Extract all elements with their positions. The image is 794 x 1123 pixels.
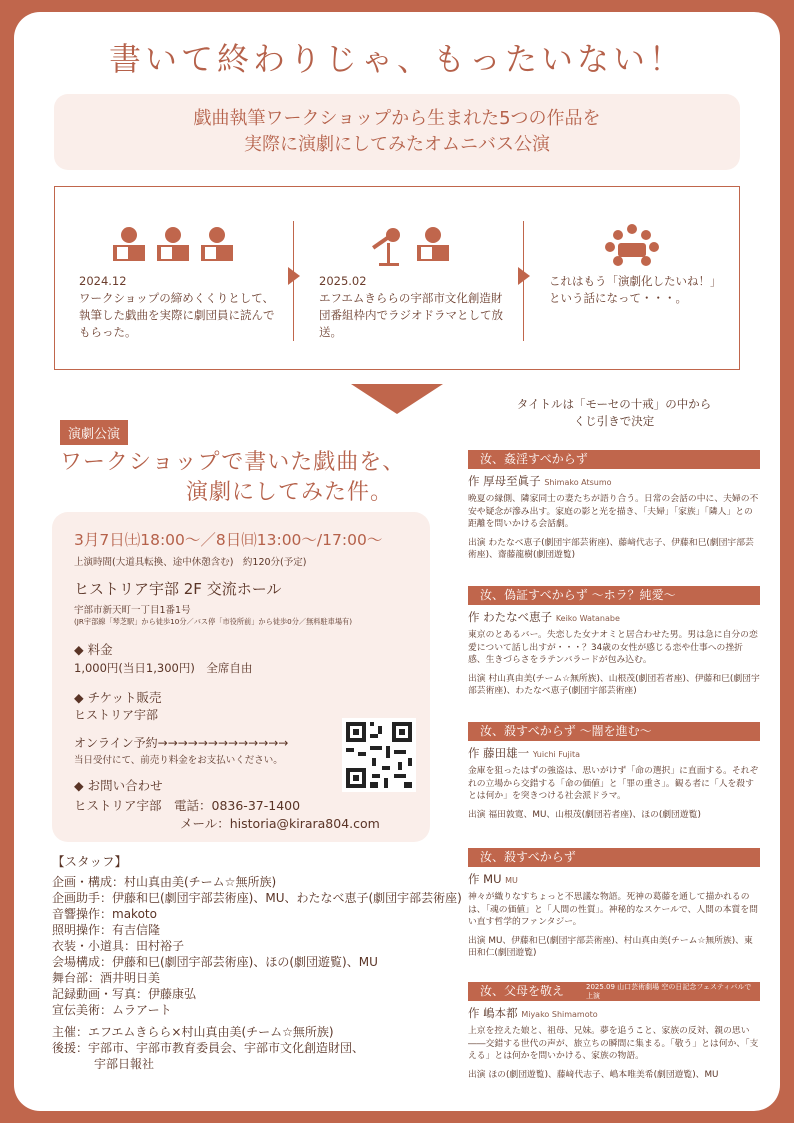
author-name: 作 わたなべ恵子 — [468, 610, 553, 624]
play-title-text: 汝、父母を敬え — [480, 984, 565, 998]
supporters: 後援：宇部市、宇部市教育委員会、宇部市文化創造財団、 — [52, 1041, 365, 1055]
online-reservation-link[interactable]: オンライン予約→→→→→→→→→→→→→ — [74, 736, 289, 750]
contact-phone: ヒストリア宇部 電話：0836-37-1400 — [74, 798, 301, 813]
story-date: 2024.12 — [79, 274, 127, 288]
story-text: エフエムきららの宇部市文化創造財団番組枠内でラジオドラマとして放送。 — [319, 291, 503, 339]
play-cast: 出演 MU、伊藤和巳(劇団宇部芸術座)、村山真由美(チーム☆無所族)、東田和仁(劇団遊覧) — [468, 935, 753, 958]
author-name: 作 嶋本都 — [468, 1006, 518, 1020]
staff-row: 宣伝美術：ムラアート — [52, 1003, 172, 1017]
headline-line: ワークショップで書いた戯曲を、 — [60, 450, 406, 475]
staff-row: 舞台部：酒井明日美 — [52, 971, 161, 985]
qr-code-icon[interactable] — [342, 718, 416, 792]
subtitle-line: 実際に演劇にしてみたオムニバス公演 — [244, 134, 550, 155]
organizer: 主催：エフエムきらら×村山真由美(チーム☆無所族) — [52, 1025, 334, 1039]
author-romaji: Yuichi Fujita — [532, 750, 581, 759]
ticket-place: ヒストリア宇部 — [74, 708, 159, 722]
onsite-note: 当日受付にて、前売り料金をお支払いください。 — [74, 755, 283, 766]
play-title: 汝、偽証すべからず 〜ホラ？純愛〜 — [468, 586, 760, 605]
venue-name: ヒストリア宇部 2F 交流ホール — [74, 580, 282, 598]
venue-address: 宇部市新天町一丁目1番1号 — [74, 605, 191, 616]
play-author — [468, 609, 760, 625]
play-card — [468, 586, 760, 698]
down-arrow — [351, 384, 443, 414]
story-step-1 — [55, 187, 293, 367]
staff-row: 衣装・小道具：田村裕子 — [52, 939, 185, 953]
fee-label: ◆ 料金 — [74, 642, 113, 657]
play-title — [468, 982, 760, 1001]
subtitle-line: 戯曲執筆ワークショップから生まれた5つの作品を — [193, 108, 601, 129]
play-title: 汝、殺すべからず 〜闇を進む〜 — [468, 722, 760, 741]
flyer-sheet — [14, 12, 780, 1111]
note-line: くじ引きで決定 — [573, 414, 655, 428]
staff-heading: 【スタッフ】 — [52, 854, 128, 869]
contact-email[interactable]: メール：historia@kirara804.com — [180, 816, 380, 831]
microphone-icon — [295, 223, 523, 267]
play-card — [468, 722, 760, 821]
story-date: 2025.02 — [319, 274, 367, 288]
play-cast: 出演 ほの(劇団遊覧)、藤﨑代志子、嶋本唯美希(劇団遊覧)、MU — [468, 1069, 719, 1080]
headline — [60, 448, 440, 508]
play-author — [468, 745, 760, 761]
story-text: これはもう「演劇化したいね！」という話になって・・・。 — [549, 274, 722, 305]
supporters-cont: 宇部日報社 — [94, 1057, 155, 1071]
play-cast: 出演 わたなべ恵子(劇団宇部芸術座)、藤﨑代志子、伊藤和巳(劇団宇部芸術座)、齋藤龍樹(劇団遊覧) — [468, 537, 754, 560]
story-step-2 — [295, 187, 523, 367]
play-title: 汝、殺すべからず — [468, 848, 760, 867]
staff-row: 企画助手：伊藤和巳(劇団宇部芸術座)、MU、わたなべ恵子(劇団宇部芸術座) — [52, 891, 462, 905]
author-romaji: Shimako Atsumo — [544, 478, 612, 487]
event-runtime: 上演時間(大道具転換、途中休憩含む) 約120分(予定) — [74, 557, 307, 568]
staff-row: 会場構成：伊藤和巳(劇団宇部芸術座)、ほの(劇団遊覧)、MU — [52, 955, 378, 969]
author-name: 作 藤田雄一 — [468, 746, 530, 760]
plays-column — [468, 396, 760, 1080]
story-text: ワークショップの締めくくりとして、執筆した戯曲を実際に劇団員に読んでもらった。 — [79, 291, 275, 339]
staff-row: 照明操作：有吉信隆 — [52, 923, 161, 937]
page-title: 書いて終わりじゃ、もったいない！ — [108, 40, 685, 78]
meeting-icon — [525, 223, 739, 267]
note-line: タイトルは「モーセの十戒」の中から — [516, 397, 712, 411]
play-author — [468, 473, 760, 489]
play-description: 東京のとあるバー。失恋した女ナオミと居合わせた男。男は急に自分の恋愛について話し出すが・・・？34歳の女性が感じる恋や仕事への挫折感、生きづらさをラテンバラードが包み込む。 — [468, 630, 758, 665]
event-info-panel — [52, 512, 430, 842]
ticket-label: ◆ チケット販売 — [74, 690, 162, 705]
play-description: 晩夏の縁側、隣家同士の妻たちが語り合う。日常の会話の中に、夫婦の不安や疑念が滲み出す。家庭の影と光を描き、「夫婦」「家族」「隣人」との距離を問いかける会話劇。 — [468, 494, 759, 529]
play-description: 上京を控えた娘と、祖母、兄妹。夢を追うこと、家族の反対、親の思い――交錯する世代の声が、旅立ちの瞬間に集まる。「敬う」とは何か、「支える」とは何かを問いかける、家族の物語。 — [468, 1026, 759, 1061]
festival-badge: 2025.09 山口芸術劇場 空の日記念フェスティバルで上演 — [586, 983, 752, 1000]
staff-row: 企画・構成：村山真由美(チーム☆無所族) — [52, 875, 277, 889]
play-card — [468, 848, 760, 960]
author-romaji: Keiko Watanabe — [555, 614, 620, 623]
play-card — [468, 982, 760, 1081]
play-author — [468, 1005, 760, 1021]
author-romaji: MU — [505, 876, 518, 885]
readers-icon — [55, 223, 293, 267]
author-romaji: Miyako Shimamoto — [521, 1010, 598, 1019]
staff-credits — [52, 854, 472, 1072]
headline-line: 演劇にしてみた件。 — [186, 480, 394, 505]
title-note — [468, 396, 760, 430]
fee-value: 1,000円(当日1,300円) 全席自由 — [74, 661, 253, 675]
staff-row: 記録動画・写真：伊藤康弘 — [52, 987, 197, 1001]
contact-label: ◆ お問い合わせ — [74, 778, 163, 793]
story-step-3 — [525, 187, 739, 367]
play-description: 金庫を狙ったはずの強盗は、思いがけず「命の選択」に直面する。それぞれの立場から交錯する「命の価値」と「罪の重さ」。観る者に「人を殺すとは何か」を突きつける社会派ドラマ。 — [468, 766, 759, 801]
subtitle-box — [54, 94, 740, 170]
play-title: 汝、姦淫すべからず — [468, 450, 760, 469]
event-dates: 3月7日㈯18:00〜／8日㈰13:00〜/17:00〜 — [74, 531, 383, 549]
venue-access: (JR宇部線「琴芝駅」から徒歩10分／バス停「市役所前」から徒歩0分／無料駐車場有) — [74, 617, 353, 626]
play-cast: 出演 村山真由美(チーム☆無所族)、山根茂(劇団若者座)、伊藤和巳(劇団宇部芸術座)、わたなべ恵子(劇団宇部芸術座) — [468, 673, 760, 696]
author-name: 作 厚母至眞子 — [468, 474, 541, 488]
play-card — [468, 450, 760, 562]
event-tag: 演劇公演 — [60, 420, 128, 445]
staff-row: 音響操作：makoto — [52, 907, 157, 921]
story-box — [54, 186, 740, 370]
author-name: 作 MU — [468, 872, 502, 886]
play-description: 神々が織りなすちょっと不思議な物語。死神の葛藤を通して描かれるのは、「魂の価値」と「人間の性質」。神秘的なスケールで、人間の本質を問い直す哲学的ファンタジー。 — [468, 892, 758, 927]
play-author — [468, 871, 760, 887]
play-cast: 出演 福田敦寛、MU、山根茂(劇団若者座)、ほの(劇団遊覧) — [468, 809, 701, 820]
